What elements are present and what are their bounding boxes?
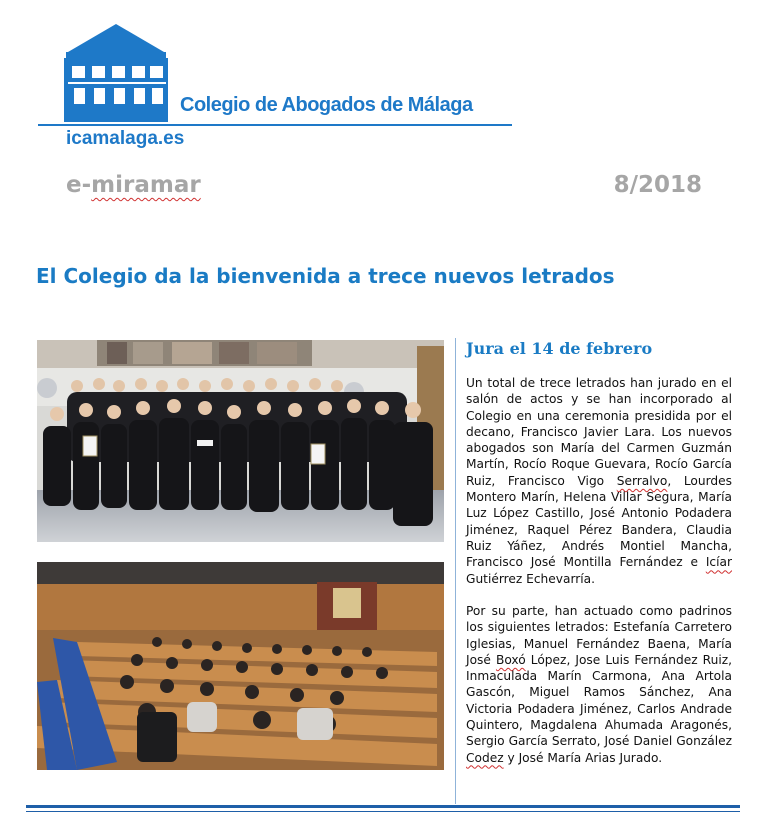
article-paragraph-1 <box>466 375 732 587</box>
paragraph-2-text-e: y José María Arias Jurado. <box>503 750 663 765</box>
article-headline: El Colegio da la bienvenida a trece nuevos letrados <box>36 264 615 288</box>
article-paragraph-2 <box>466 603 732 766</box>
column-divider <box>455 338 456 804</box>
footer-rule <box>26 805 740 808</box>
newsletter-title-prefix: e- <box>66 172 92 198</box>
newsletter-title-word: miramar <box>91 172 201 198</box>
paragraph-2-text-a: Por su parte, han actuado como padrinos los siguientes letrados: Estefanía Carretero Iglesias, Manuel Fernández Baena, María José <box>466 604 732 667</box>
paragraph-1-text-e: Gutiérrez Echevarría. <box>466 571 595 586</box>
building-icon <box>60 22 172 124</box>
paragraph-1-text-b: Serralvo <box>616 473 668 488</box>
paragraph-2-text-d: Codez <box>466 750 504 765</box>
footer-rule-thin <box>26 811 740 812</box>
site-url-link[interactable]: icamalaga.es <box>66 128 185 149</box>
group-photo <box>37 340 444 542</box>
paragraph-2-text-c: López, Jose Luis Fernández Ruiz, Inmaculada Marín Carmona, Ana Artola Gascón, Miguel Ramos Sánchez, Ana Victoria Podadera Jiménez, Carlos Andrade Quintero, Magdalena Ahumada Aragonés, Sergio García Serrato, José Daniel González <box>466 652 732 749</box>
paragraph-1-text-a: Un total de trece letrados han jurado en el salón de actos y se han incorporado al Colegio en una ceremonia presidida por el decano, Francisco Javier Lara. Los nuevos abogados son María del Carmen Guzmán Martín, Rocío Roque Guevara, Rocío García Ruiz, Francisco Vigo <box>466 376 732 488</box>
newsletter-title <box>66 172 201 198</box>
paragraph-2-text-b: Boxó <box>495 652 526 667</box>
issue-number: 8/2018 <box>613 172 702 198</box>
side-title: Jura el 14 de febrero <box>466 339 653 358</box>
paragraph-1-text-d: Icíar <box>705 555 732 570</box>
logo-divider <box>38 124 512 126</box>
paragraph-1-text-c: , Lourdes Montero Marín, Helena Villar Segura, María Luz López Castillo, José Antonio Podadera Jiménez, Raquel Pérez Bandera, Claudia Ruiz Yáñez, Andrés Montiel Mancha, Francisco José Montilla Fernández e <box>466 473 732 570</box>
org-name: Colegio de Abogados de Málaga <box>180 94 473 116</box>
auditorium-photo <box>37 562 444 770</box>
